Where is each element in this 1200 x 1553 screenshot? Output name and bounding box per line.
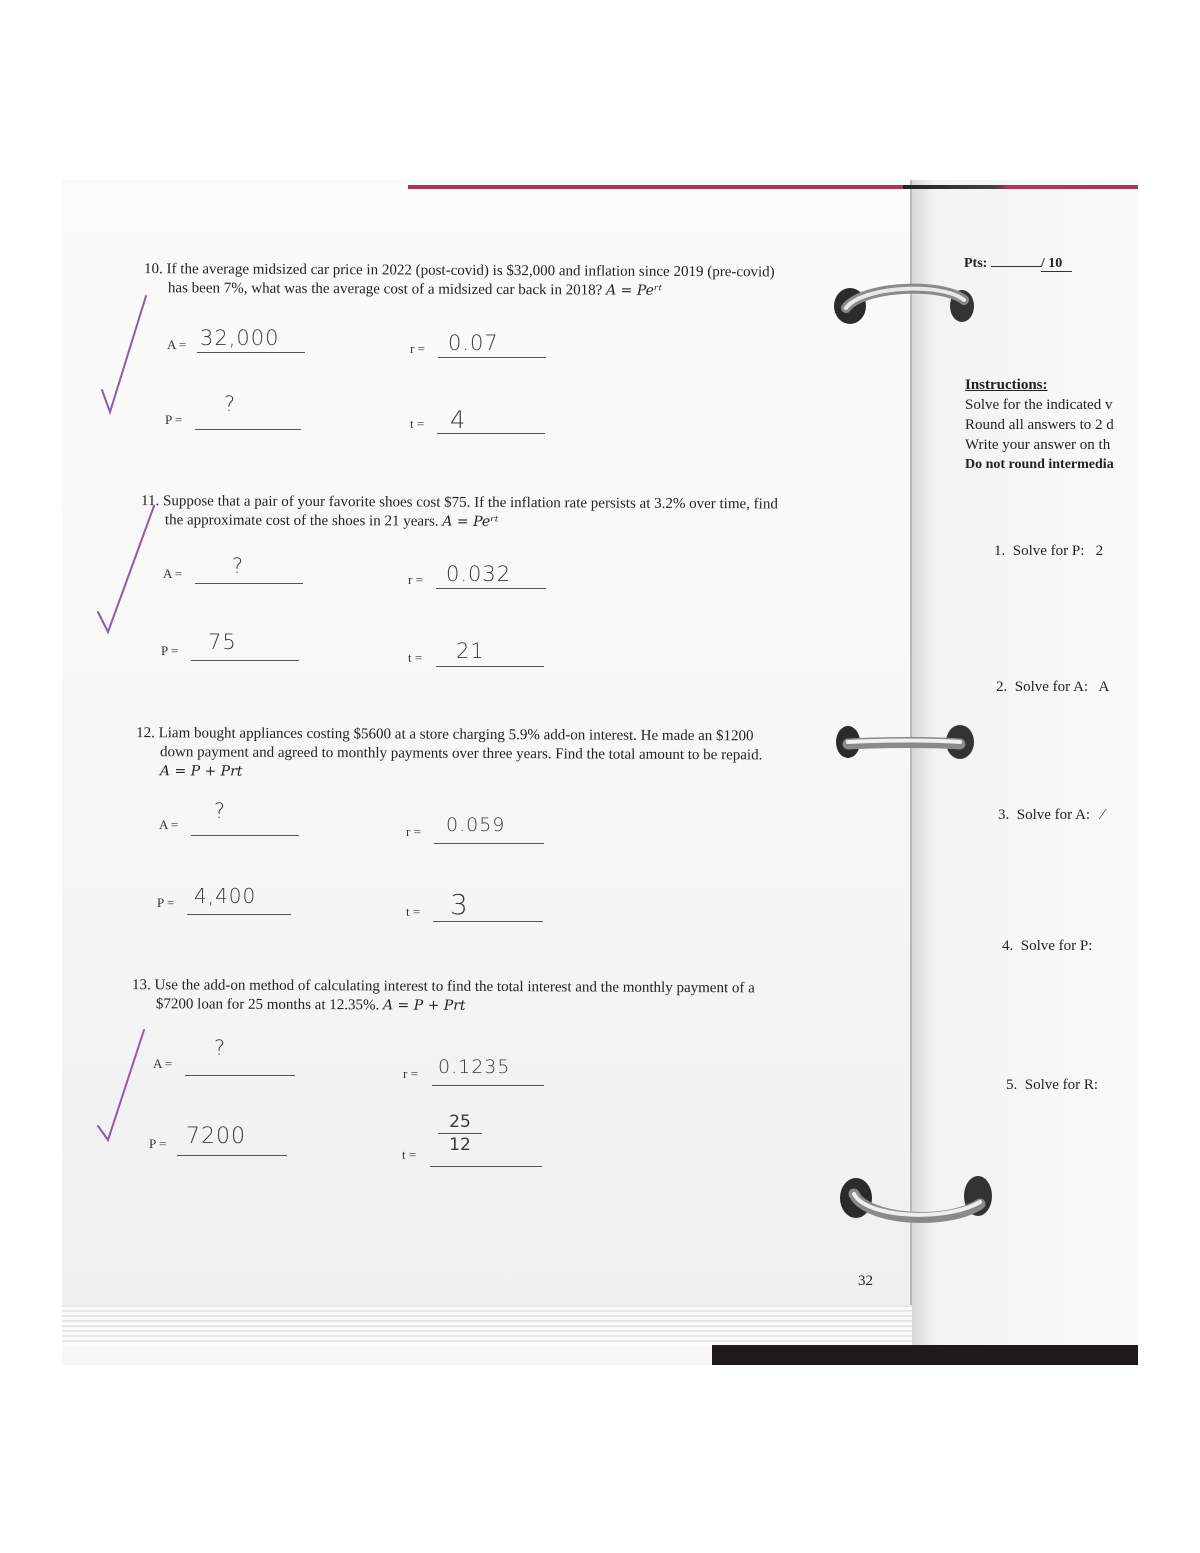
answer-line xyxy=(187,914,291,915)
binder-edge-pink xyxy=(408,185,903,189)
solve-item-1: 1. Solve for P: 2 xyxy=(994,543,1104,559)
points-total: / 10 xyxy=(1041,256,1072,272)
answer-A: 32,000 xyxy=(200,326,280,350)
answer-t-fraction xyxy=(438,1112,482,1155)
answer-line xyxy=(438,357,546,358)
binder-cover-bottom xyxy=(712,1345,1138,1365)
answer-t: 3 xyxy=(450,888,469,921)
label-t: t = xyxy=(406,904,421,919)
answer-A: ? xyxy=(232,554,245,578)
answer-t: 21 xyxy=(456,639,485,663)
answer-line xyxy=(436,588,546,589)
label-r: r = xyxy=(406,824,421,839)
solve-item-2: 2. Solve for A: A xyxy=(996,679,1110,695)
binder-edge-dark xyxy=(903,185,1138,189)
question-11: 11. Suppose that a pair of your favorite shoes cost $75. If the inflation rate persists at 3.2% over time, find the approximate cost of the shoes in 21 years. A = Peʳᵗ xyxy=(141,493,778,530)
answer-r: 0.059 xyxy=(446,814,506,836)
answer-P: 4,400 xyxy=(194,884,257,908)
stacked-page-edges xyxy=(62,1305,912,1345)
label-P: P = xyxy=(149,1136,167,1151)
label-P: P = xyxy=(165,412,183,427)
points-field xyxy=(964,256,1072,272)
instructions-heading: Instructions: xyxy=(965,377,1048,393)
formula: A = P + Prt xyxy=(159,763,243,780)
answer-t-numerator: 25 xyxy=(449,1112,471,1132)
label-t: t = xyxy=(402,1147,417,1162)
question-12: 12. Liam bought appliances costing $5600 at a store charging 5.9% add-on interest. He made an $1200 down payment and agreed to monthly payments over three years. Find the total amount to be repaid. A = P + Prt xyxy=(136,724,856,785)
label-P: P = xyxy=(161,643,179,658)
points-label: Pts: xyxy=(964,256,988,271)
formula: A = P + Prt xyxy=(382,997,466,1014)
question-10: 10. If the average midsized car price in 2022 (post-covid) is $32,000 and inflation since 2019 (pre-covid) has been 7%, what was the average cost of a midsized car back in 2018? A = Peʳᵗ xyxy=(144,261,775,299)
label-A: A = xyxy=(159,817,179,832)
instructions-block: Instructions: Solve for the indicated v Round all answers to 2 d Write your answer on th Do not round intermedia xyxy=(965,375,1137,475)
answer-line xyxy=(436,666,544,667)
answer-P: ? xyxy=(224,392,237,416)
label-t: t = xyxy=(408,650,423,665)
label-r: r = xyxy=(408,572,423,587)
answer-A: ? xyxy=(214,1036,227,1060)
label-t: t = xyxy=(410,416,425,431)
answer-line xyxy=(185,1075,295,1076)
label-A: A = xyxy=(153,1056,173,1071)
question-13: 13. Use the add-on method of calculating interest to find the total interest and the monthly payment of a $7200 loan for 25 months at 12.35%. A = P + Prt xyxy=(132,977,755,1014)
label-r: r = xyxy=(403,1066,418,1081)
answer-line xyxy=(430,1166,542,1167)
answer-t-denominator: 12 xyxy=(449,1135,471,1155)
checkmark-icon xyxy=(96,290,156,420)
formula: A = Peʳᵗ xyxy=(606,282,663,299)
answer-line xyxy=(432,1085,544,1086)
answer-line xyxy=(433,921,543,922)
solve-item-4: 4. Solve for P: xyxy=(1002,938,1093,954)
answer-line xyxy=(177,1155,287,1156)
answer-line xyxy=(195,429,301,430)
binder-ring-middle xyxy=(834,722,984,766)
answer-P: 75 xyxy=(208,630,237,654)
label-A: A = xyxy=(167,337,187,352)
answer-line xyxy=(191,660,299,661)
answer-line xyxy=(191,835,299,836)
answer-line xyxy=(434,843,544,844)
label-A: A = xyxy=(163,566,183,581)
solve-item-3: 3. Solve for A: ∕ xyxy=(998,807,1104,823)
answer-P: 7200 xyxy=(186,1124,246,1149)
answer-r: 0.1235 xyxy=(438,1056,511,1078)
answer-r: 0.032 xyxy=(446,562,512,586)
solve-item-5: 5. Solve for R: xyxy=(1006,1077,1099,1093)
formula: A = Peʳᵗ xyxy=(442,513,499,530)
binder-ring-bottom xyxy=(836,1170,996,1230)
answer-r: 0.07 xyxy=(448,331,499,355)
checkmark-icon xyxy=(92,1020,152,1150)
answer-A: ? xyxy=(214,799,227,823)
label-r: r = xyxy=(410,341,425,356)
answer-line xyxy=(197,352,305,353)
page-number: 32 xyxy=(858,1273,873,1289)
answer-t: 4 xyxy=(450,406,467,434)
answer-line xyxy=(195,583,303,584)
label-P: P = xyxy=(157,895,175,910)
